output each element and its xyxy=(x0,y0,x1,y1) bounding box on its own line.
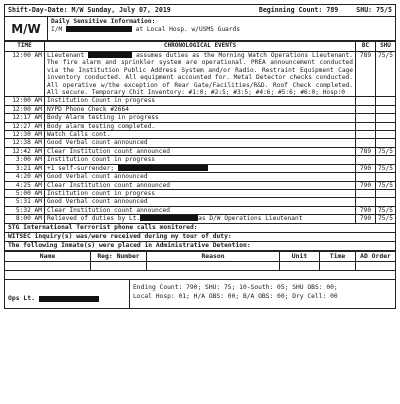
detention-col-time: Time xyxy=(320,251,356,261)
short-entries-body xyxy=(5,156,396,215)
entry-shu xyxy=(376,131,396,139)
entry-bc xyxy=(356,131,376,139)
shift-code: M/W xyxy=(5,17,48,40)
table-row xyxy=(5,181,396,189)
table-row xyxy=(5,189,396,197)
table-row xyxy=(5,198,396,206)
detention-note: The following Inmate(s) were placed in Administrative Detention: xyxy=(4,242,396,251)
entry-time: 4:25 AM xyxy=(5,181,45,189)
entry-shu xyxy=(376,173,396,181)
entry-bc: 790 xyxy=(356,181,376,189)
table-row xyxy=(5,173,396,181)
entry-time: 12:17 AM xyxy=(5,114,45,122)
entry-text xyxy=(45,215,356,223)
entry-bc xyxy=(356,189,376,197)
entry-text: Good Verbal count announced xyxy=(45,139,356,147)
entry-bc xyxy=(356,173,376,181)
entry-text-post: assumes duties as the Morning Watch Operations Lieutenant. The fire alarm and sprinkler system are operational. PREA announcement conducted via the Institution Public Address System and/or Radio. Restraint Equipment Cage inventory conducted. All equipment accounted for. Metal Detector checks conducted. All operative w/the exception of Rear Gate/Facilities/R&D. Roof Check completed. All secure. Temporary Chit Inventory: #1:0; #2:5; #3:5; #4:6; #5:6; #6:0; Hosp:0 xyxy=(47,52,353,97)
entry-text: NYPD Phone Check #2664 xyxy=(45,105,356,113)
entry-bc: 789 xyxy=(356,147,376,155)
entry-time: 12:00 AM xyxy=(5,97,45,105)
entry-text: Institution count in progress xyxy=(45,156,356,164)
entry-time: 8:00 AM xyxy=(5,215,45,223)
table-row xyxy=(5,206,396,214)
table-row xyxy=(5,139,396,147)
ending-line-1: Ending Count: 790; SHU: 75; 10-South: 05; SHU OBS: 00; xyxy=(133,283,338,291)
redaction-box xyxy=(140,215,198,221)
detention-col-reason: Reason xyxy=(147,251,280,261)
table-row xyxy=(5,164,396,172)
entry-text: Good Verbal count announced xyxy=(45,173,356,181)
entry-shu: 75/5 xyxy=(376,206,396,214)
col-events: CHRONOLOGICAL EVENTS xyxy=(45,42,356,52)
table-row xyxy=(5,114,396,122)
header-bar xyxy=(4,4,396,16)
ops-lt-label: Ops Lt. xyxy=(8,293,35,302)
redaction-box xyxy=(39,296,99,302)
entry-bc xyxy=(356,139,376,147)
table-row xyxy=(5,97,396,105)
redaction-box xyxy=(118,165,208,171)
sensitive-info-prefix: I/M xyxy=(51,26,63,33)
shu-count: SHU: 75/5 xyxy=(356,6,392,14)
shift-day-date: Shift-Day-Date: M/W Sunday, July 07, 2019 xyxy=(8,6,171,14)
sensitive-info xyxy=(48,17,243,40)
entry-shu xyxy=(376,97,396,105)
entry-text-post: as D/W Operations Lieutenant xyxy=(198,215,303,223)
entry-shu: 75/5 xyxy=(376,181,396,189)
entry-shu xyxy=(376,105,396,113)
detention-cell xyxy=(91,261,147,270)
ending-line-2: Local Hosp: 01; H/A OBS: 00; B/A OBS: 00; Dry Cell: 00 xyxy=(133,292,338,300)
entry-text: Institution Count in progress xyxy=(45,97,356,105)
col-shu: SHU xyxy=(376,42,396,52)
col-bc: BC xyxy=(356,42,376,52)
entry-time: 12:38 AM xyxy=(5,139,45,147)
table-row xyxy=(5,147,396,155)
entry-time: 12:42 AM xyxy=(5,147,45,155)
witsec-note: WITSEC inquiry(s) was/were received during my tour of duty: xyxy=(4,233,396,242)
beginning-count: Beginning Count: 789 xyxy=(258,6,339,14)
entry-bc xyxy=(356,97,376,105)
entry-text: Clear Institution count announced xyxy=(45,181,356,189)
entry-text xyxy=(45,52,356,97)
detention-col-ad-order: AD Order xyxy=(356,251,396,261)
entry-shu xyxy=(376,122,396,130)
sensitive-info-line xyxy=(51,26,240,34)
entry-time: 5:31 AM xyxy=(5,198,45,206)
entry-text: Clear Institution count announced xyxy=(45,206,356,214)
entry-text: Clear Institution count announced xyxy=(45,147,356,155)
entry-bc xyxy=(356,105,376,113)
entry-time: 3:00 AM xyxy=(5,156,45,164)
entry-time: 12:30 AM xyxy=(5,131,45,139)
entry-text-pre: Lieutenant xyxy=(47,52,85,59)
detention-col-name: Name xyxy=(5,251,91,261)
entry-shu xyxy=(376,189,396,197)
entry-time: 12:27 AM xyxy=(5,122,45,130)
detention-col-unit: Unit xyxy=(280,251,320,261)
entry-text: Body alarm testing completed. xyxy=(45,122,356,130)
entry-text: Body Alarm testing in progress xyxy=(45,114,356,122)
shift-log-page xyxy=(4,4,396,309)
redaction-box xyxy=(88,52,132,58)
detention-cell xyxy=(5,261,91,270)
entries-body xyxy=(5,97,396,156)
entry-text: Good Verbal count announced xyxy=(45,198,356,206)
entry-shu xyxy=(376,198,396,206)
detention-cell xyxy=(320,261,356,270)
entry-bc xyxy=(356,156,376,164)
table-row xyxy=(5,156,396,164)
entry-bc: 790 xyxy=(356,215,376,223)
entry-text: Watch Calls cont. xyxy=(45,131,356,139)
sensitive-info-title: Daily Sensitive Information: xyxy=(51,18,156,25)
entry-shu: 75/5 xyxy=(376,215,396,223)
table-row xyxy=(5,131,396,139)
table-row xyxy=(5,122,396,130)
col-time: TIME xyxy=(5,42,45,52)
table-row xyxy=(5,105,396,113)
shift-info-row xyxy=(4,16,396,41)
entry-bc xyxy=(356,114,376,122)
entry-time: 12:00 AM xyxy=(5,52,45,97)
table-row xyxy=(5,215,396,223)
detention-cell xyxy=(147,261,280,270)
detention-col-reg-number: Reg: Number xyxy=(91,251,147,261)
entry-time: 5:00 AM xyxy=(5,189,45,197)
entry-shu xyxy=(376,139,396,147)
entry-text-pre: Relieved of duties by Lt. xyxy=(47,215,141,223)
detention-cell xyxy=(356,261,396,270)
stg-note: STG International Terrorist phone calls monitored: xyxy=(4,224,396,233)
entry-bc: 790 xyxy=(356,164,376,172)
detention-cell xyxy=(280,261,320,270)
events-header-row xyxy=(5,42,396,52)
entry-shu xyxy=(376,114,396,122)
sensitive-info-suffix: at Local Hosp. w/USMS Guards xyxy=(135,26,240,33)
entry-bc: 790 xyxy=(356,206,376,214)
entry-shu: 75/5 xyxy=(376,147,396,155)
entry-shu: 75/5 xyxy=(376,164,396,172)
entry-text: Institution count in progress xyxy=(45,189,356,197)
spacer xyxy=(4,271,396,279)
entry-time: 5:32 AM xyxy=(5,206,45,214)
ending-counts xyxy=(130,280,341,308)
entry-time: 12:00 AM xyxy=(5,105,45,113)
entry-bc: 789 xyxy=(356,52,376,97)
detention-header-row xyxy=(5,251,396,261)
table-row xyxy=(5,52,396,97)
entry-text: +1 self-surrender; xyxy=(45,164,356,172)
entry-shu: 75/5 xyxy=(376,52,396,97)
detention-table xyxy=(4,251,396,271)
detention-empty-row xyxy=(5,261,396,270)
entry-time: 3:21 AM xyxy=(5,164,45,172)
footer xyxy=(4,279,396,309)
events-table xyxy=(4,41,396,224)
entry-bc xyxy=(356,198,376,206)
entry-shu xyxy=(376,156,396,164)
redaction-box xyxy=(66,26,132,32)
ops-lt-signature xyxy=(5,280,130,308)
entry-time: 4:20 AM xyxy=(5,173,45,181)
entry-bc xyxy=(356,122,376,130)
